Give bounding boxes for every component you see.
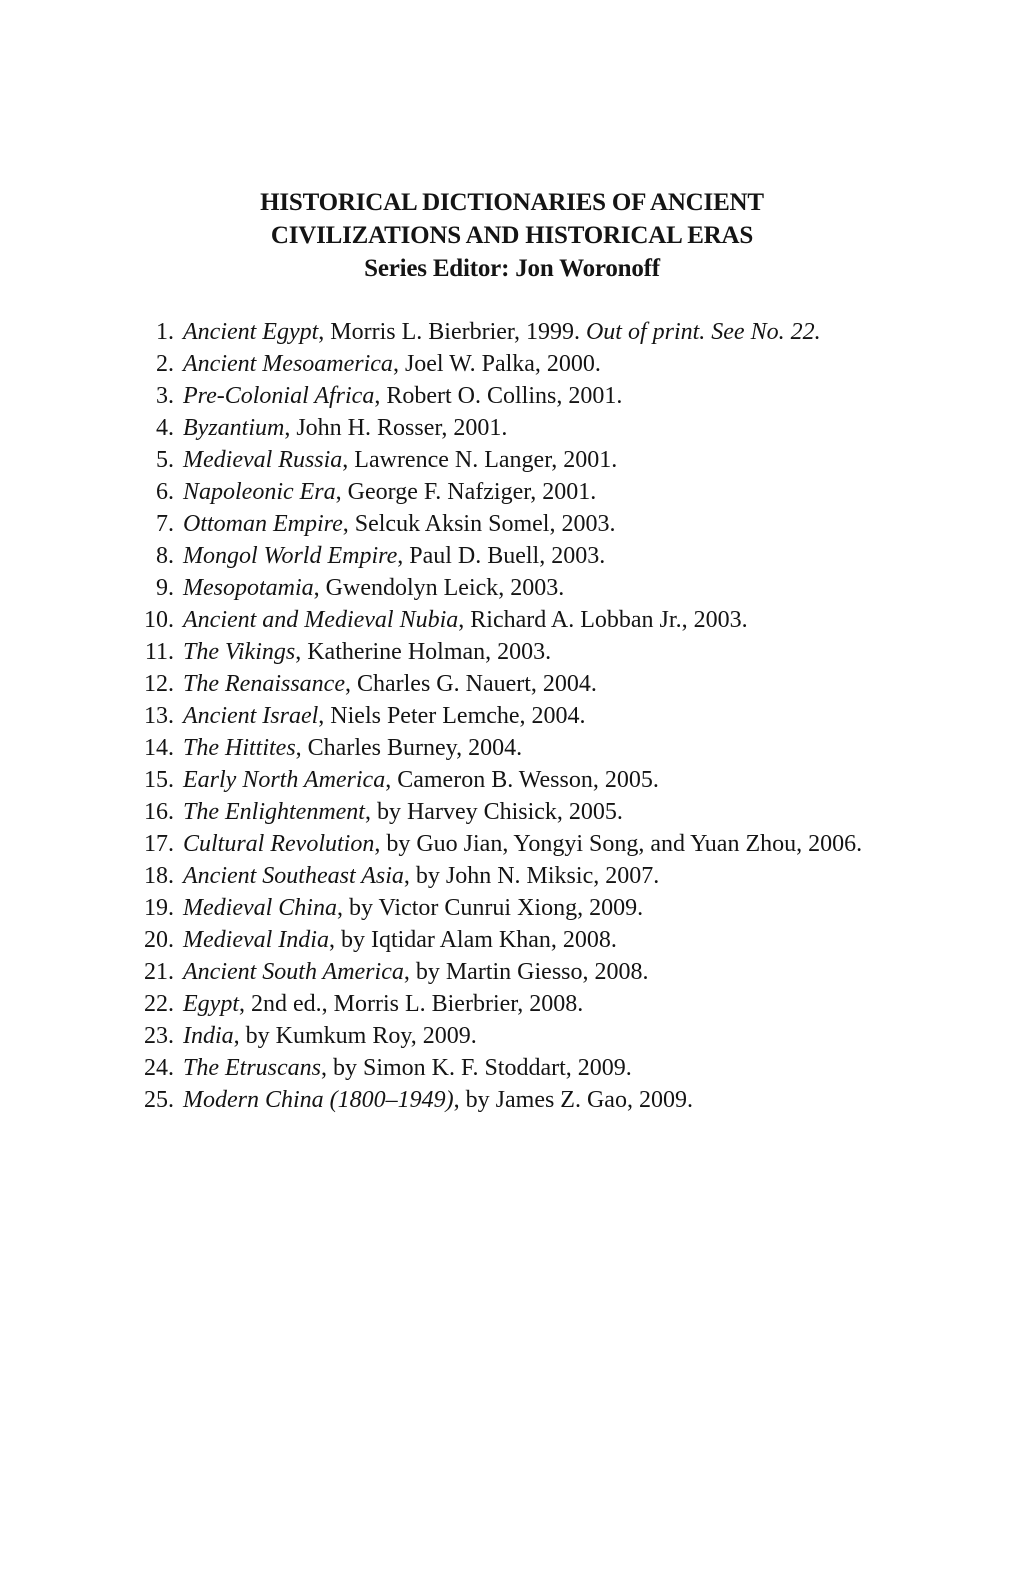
volume-entry bbox=[174, 316, 912, 348]
series-header bbox=[0, 186, 1024, 285]
volume-number: 7. bbox=[156, 511, 174, 537]
list-item bbox=[132, 732, 912, 764]
volume-number: 14. bbox=[144, 735, 174, 761]
volume-author-year: , Lawrence N. Langer, 2001. bbox=[342, 447, 618, 473]
volume-author-year: , by Martin Giesso, 2008. bbox=[403, 959, 649, 985]
volume-entry bbox=[174, 476, 912, 508]
volume-number: 15. bbox=[144, 767, 174, 793]
volume-entry bbox=[174, 764, 912, 796]
list-item bbox=[132, 668, 912, 700]
volume-entry bbox=[174, 924, 912, 956]
volume-author-year: , by Simon K. F. Stoddart, 2009. bbox=[321, 1055, 632, 1081]
volume-title: Medieval Russia bbox=[183, 447, 343, 473]
list-item bbox=[132, 348, 912, 380]
list-item bbox=[132, 1020, 912, 1052]
list-item bbox=[132, 636, 912, 668]
volume-title: Pre-Colonial Africa bbox=[183, 383, 375, 409]
volume-number: 18. bbox=[144, 863, 174, 889]
series-title-line-1: HISTORICAL DICTIONARIES OF ANCIENT bbox=[260, 189, 764, 216]
volume-entry bbox=[174, 828, 912, 860]
volume-entry bbox=[174, 604, 912, 636]
volume-title: The Enlightenment bbox=[183, 799, 365, 825]
volume-entry bbox=[174, 732, 912, 764]
volume-author-year: , Katherine Holman, 2003. bbox=[295, 639, 552, 665]
volume-title: The Hittites bbox=[183, 735, 296, 761]
list-item bbox=[132, 796, 912, 828]
volume-author-year: , by Victor Cunrui Xiong, 2009. bbox=[336, 895, 644, 921]
volume-number: 8. bbox=[156, 543, 174, 569]
volume-author-year: , Cameron B. Wesson, 2005. bbox=[385, 767, 659, 793]
volume-number: 13. bbox=[144, 703, 174, 729]
volume-entry bbox=[174, 348, 912, 380]
list-item bbox=[132, 764, 912, 796]
volume-entry bbox=[174, 412, 912, 444]
list-item bbox=[132, 316, 912, 348]
list-item bbox=[132, 1052, 912, 1084]
volume-entry bbox=[174, 1084, 912, 1116]
volume-number: 1. bbox=[156, 319, 174, 345]
volume-title: The Renaissance bbox=[183, 671, 345, 697]
series-volume-list bbox=[132, 316, 912, 1116]
volume-author-year: , Paul D. Buell, 2003. bbox=[397, 543, 606, 569]
volume-number: 22. bbox=[144, 991, 174, 1017]
volume-title: Mesopotamia bbox=[183, 575, 314, 601]
volume-title: The Etruscans bbox=[183, 1055, 321, 1081]
list-item bbox=[132, 700, 912, 732]
volume-entry bbox=[174, 1052, 912, 1084]
volume-number: 25. bbox=[144, 1087, 174, 1113]
volume-entry bbox=[174, 700, 912, 732]
list-item bbox=[132, 924, 912, 956]
volume-author-year: , 2nd ed., Morris L. Bierbrier, 2008. bbox=[238, 991, 584, 1017]
volume-entry bbox=[174, 636, 912, 668]
list-item bbox=[132, 988, 912, 1020]
list-item bbox=[132, 892, 912, 924]
volume-title: Mongol World Empire bbox=[183, 543, 398, 569]
list-item bbox=[132, 572, 912, 604]
list-item bbox=[132, 828, 912, 860]
volume-title: Cultural Revolution bbox=[183, 831, 375, 857]
volume-entry bbox=[174, 540, 912, 572]
volume-author-year: , by Iqtidar Alam Khan, 2008. bbox=[328, 927, 617, 953]
volume-author-year: , Selcuk Aksin Somel, 2003. bbox=[342, 511, 616, 537]
volume-number: 24. bbox=[144, 1055, 174, 1081]
volume-title: Ancient Egypt bbox=[183, 319, 319, 345]
volume-author-year: , by John N. Miksic, 2007. bbox=[403, 863, 660, 889]
volume-number: 19. bbox=[144, 895, 174, 921]
volume-title: Modern China (1800–1949) bbox=[183, 1087, 454, 1113]
volume-entry bbox=[174, 444, 912, 476]
volume-author-year: , Joel W. Palka, 2000. bbox=[392, 351, 601, 377]
volume-author-year: , Morris L. Bierbrier, 1999. bbox=[318, 319, 586, 345]
list-item bbox=[132, 380, 912, 412]
volume-title: Egypt bbox=[183, 991, 239, 1017]
volume-title: Ancient Mesoamerica bbox=[183, 351, 393, 377]
volume-title: India bbox=[183, 1023, 234, 1049]
list-item bbox=[132, 540, 912, 572]
volume-author-year: , Richard A. Lobban Jr., 2003. bbox=[458, 607, 748, 633]
volume-title: Ancient and Medieval Nubia bbox=[183, 607, 459, 633]
list-item bbox=[132, 508, 912, 540]
volume-title: Ancient Southeast Asia bbox=[183, 863, 404, 889]
list-item bbox=[132, 476, 912, 508]
volume-entry bbox=[174, 508, 912, 540]
volume-entry bbox=[174, 668, 912, 700]
volume-entry bbox=[174, 892, 912, 924]
volume-author-year: , Charles Burney, 2004. bbox=[295, 735, 523, 761]
list-item bbox=[132, 444, 912, 476]
volume-title: Early North America bbox=[183, 767, 386, 793]
volume-author-year: , by Harvey Chisick, 2005. bbox=[364, 799, 623, 825]
volume-title: Medieval India bbox=[183, 927, 329, 953]
volume-note: Out of print. See No. 22. bbox=[585, 319, 821, 345]
volume-number: 11. bbox=[144, 639, 174, 665]
list-item bbox=[132, 412, 912, 444]
volume-title: Ottoman Empire bbox=[183, 511, 343, 537]
volume-entry bbox=[174, 796, 912, 828]
volume-number: 20. bbox=[144, 927, 174, 953]
volume-author-year: , Niels Peter Lemche, 2004. bbox=[318, 703, 586, 729]
volume-title: Ancient Israel bbox=[183, 703, 319, 729]
volume-author-year: , Robert O. Collins, 2001. bbox=[374, 383, 623, 409]
volume-author-year: , by James Z. Gao, 2009. bbox=[453, 1087, 693, 1113]
volume-number: 17. bbox=[144, 831, 174, 857]
volume-number: 2. bbox=[156, 351, 174, 377]
volume-number: 21. bbox=[144, 959, 174, 985]
volume-entry bbox=[174, 956, 912, 988]
volume-entry bbox=[174, 572, 912, 604]
volume-number: 23. bbox=[144, 1023, 174, 1049]
volume-number: 5. bbox=[156, 447, 174, 473]
volume-author-year: , by Guo Jian, Yongyi Song, and Yuan Zhou, 2006. bbox=[374, 831, 863, 857]
volume-author-year: , Charles G. Nauert, 2004. bbox=[344, 671, 597, 697]
volume-number: 6. bbox=[156, 479, 174, 505]
volume-title: Byzantium bbox=[183, 415, 285, 441]
volume-author-year: , George F. Nafziger, 2001. bbox=[335, 479, 597, 505]
volume-title: Ancient South America bbox=[183, 959, 404, 985]
list-item bbox=[132, 1084, 912, 1116]
volume-number: 3. bbox=[156, 383, 174, 409]
volume-author-year: , by Kumkum Roy, 2009. bbox=[233, 1023, 477, 1049]
volume-entry bbox=[174, 380, 912, 412]
volume-entry bbox=[174, 860, 912, 892]
volume-entry bbox=[174, 988, 912, 1020]
volume-number: 4. bbox=[156, 415, 174, 441]
volume-title: The Vikings bbox=[183, 639, 296, 665]
volume-number: 12. bbox=[144, 671, 174, 697]
volume-author-year: , Gwendolyn Leick, 2003. bbox=[313, 575, 565, 601]
list-item bbox=[132, 956, 912, 988]
volume-author-year: , John H. Rosser, 2001. bbox=[284, 415, 508, 441]
series-editor: Series Editor: Jon Woronoff bbox=[364, 255, 660, 282]
series-title-line-2: CIVILIZATIONS AND HISTORICAL ERAS bbox=[270, 222, 754, 249]
volume-title: Napoleonic Era bbox=[183, 479, 336, 505]
list-item bbox=[132, 860, 912, 892]
volume-number: 16. bbox=[144, 799, 174, 825]
volume-entry bbox=[174, 1020, 912, 1052]
list-item bbox=[132, 604, 912, 636]
volume-number: 10. bbox=[144, 607, 174, 633]
volume-number: 9. bbox=[156, 575, 174, 601]
volume-title: Medieval China bbox=[183, 895, 337, 921]
